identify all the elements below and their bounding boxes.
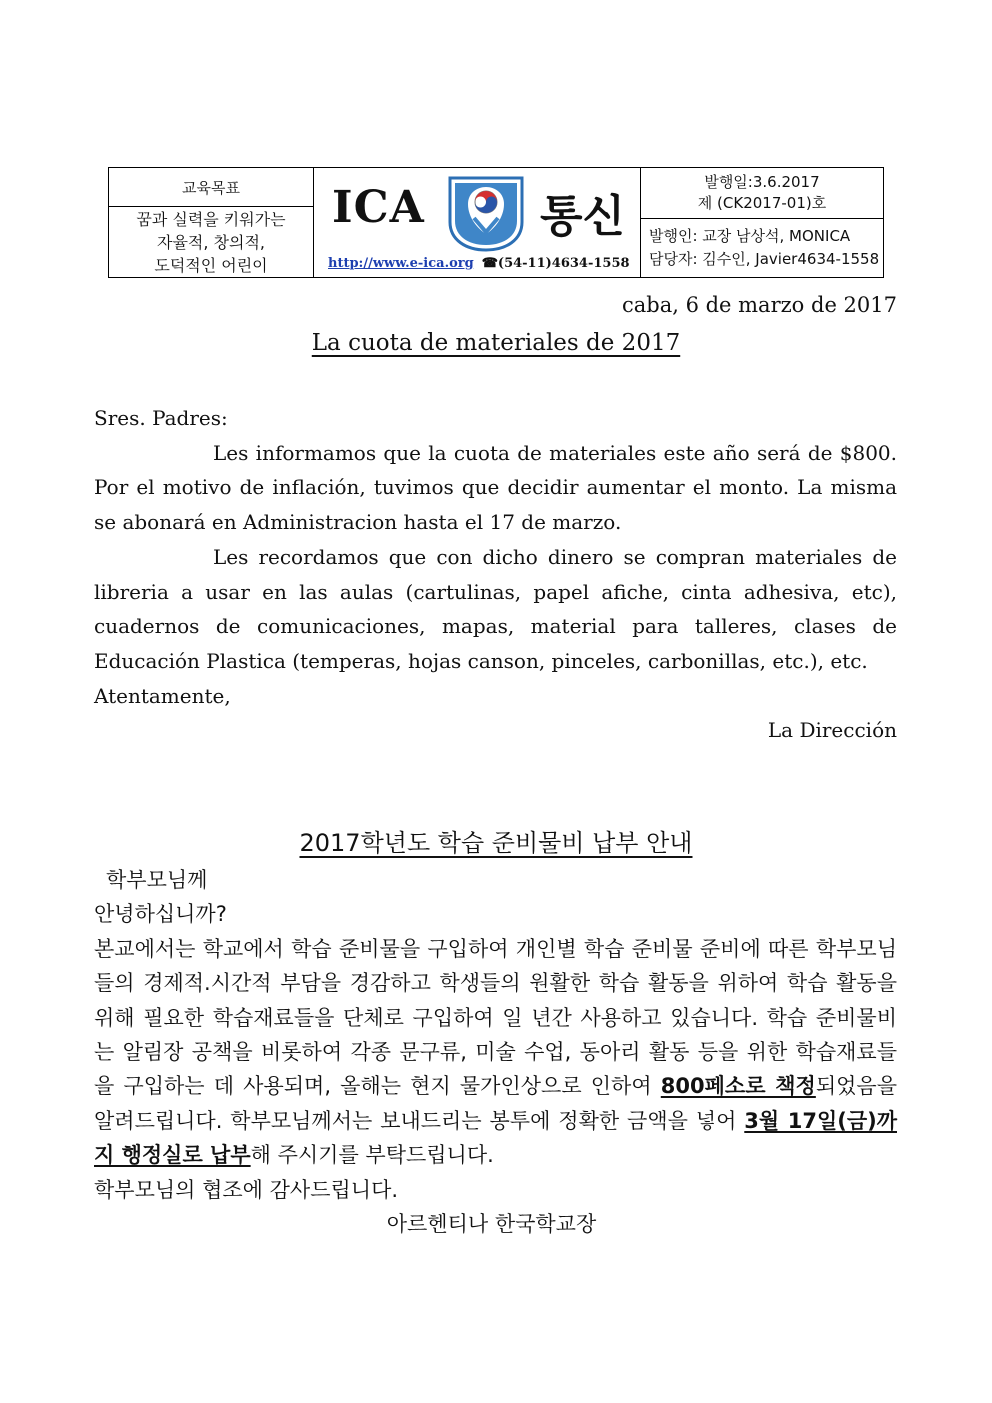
website-link[interactable]: http://www.e-ica.org	[328, 256, 474, 271]
staff-info	[641, 219, 883, 277]
contact-line	[328, 256, 630, 271]
signature: La Dirección	[767, 718, 897, 743]
closing: Atentamente,	[94, 683, 231, 708]
newsletter-header	[108, 167, 884, 278]
korean-greeting: 안녕하십니까?	[94, 902, 227, 927]
korean-title: 2017학년도 학습 준비물비 납부 안내	[299, 829, 693, 857]
issue-number: 제 (CK2017-01)호	[697, 194, 827, 212]
goal-text	[109, 207, 313, 277]
contact-person: 담당자: 김수인, Javier4634-1558	[649, 250, 880, 268]
goal-line: 도덕적인 어린이	[154, 255, 268, 275]
brand-cell	[314, 168, 641, 277]
issue-meta	[641, 168, 883, 219]
school-logo-icon	[444, 174, 528, 254]
salutation: Sres. Padres:	[94, 406, 228, 430]
issue-date: 발행일:3.6.2017	[704, 173, 820, 191]
goal-line: 자율적, 창의적,	[157, 232, 265, 252]
korean-paragraph	[94, 932, 897, 1173]
newsletter-word: 통신	[540, 191, 626, 242]
brand-name: ICA	[332, 182, 425, 233]
principal-signature: 아르헨티나 한국학교장	[386, 1212, 597, 1237]
korean-letter	[94, 863, 897, 1241]
spanish-paragraph: Les recordamos que con dicho dinero se compran materiales de libreria a usar en las aulas (cartulinas, papel afiche, cinta adhesiva, etc), cuadernos de comunicaciones, mapas, material para talleres, clases de Educación Plastica (temperas, hojas canson, pinceles, carbonillas, etc.), etc.	[94, 544, 897, 673]
body-text: 해 주시기를 부탁드립니다.	[250, 1143, 494, 1168]
publisher: 발행인: 교장 남상석, MONICA	[649, 227, 851, 245]
korean-thanks: 학부모님의 협조에 감사드립니다.	[94, 1177, 399, 1202]
issue-info-cell	[641, 168, 883, 277]
deadline-highlight: 3월 17일(금)까지 행정실로 납부	[94, 1108, 897, 1168]
korean-greeting: 학부모님께	[106, 868, 208, 892]
body-text: 본교에서는 학교에서 학습 준비물을 구입하여 개인별 학습 준비물 준비에 따른 학부모님들의 경제적.시간적 부담을 경감하고 학생들의 원활한 학습 활동을 위하여 학습 활동을 위해 필요한 학습재료들을 단체로 구입하여 일 년간 사용하고 있습니다. 학습 준비물비는 알림장 공책을 비롯하여 각종 문구류, 미술 수업, 동아리 활동 등을 위한 학습재료들을 구입하는 데 사용되며, 올해는 현지 물가인상으로 인하여	[94, 936, 897, 1099]
goal-line: 꿈과 실력을 키워가는	[136, 209, 286, 229]
phone-number: ☎(54-11)4634-1558	[481, 256, 630, 271]
body-text: 되었음을 알려드립니다. 학부모님께서는 보내드리는 봉투에 정확한 금액을 넣어	[94, 1074, 897, 1133]
goal-caption: 교육목표	[109, 168, 313, 207]
spanish-letter	[94, 401, 897, 748]
spanish-paragraph: Les informamos que la cuota de materiales este año será de $800. Por el motivo de inflación, tuvimos que decidir aumentar el monto. La misma se abonará en Administracion hasta el 17 de marzo.	[94, 440, 897, 535]
fee-amount-highlight: 800페소로 책정	[660, 1074, 816, 1099]
spanish-title: La cuota de materiales de 2017	[311, 330, 681, 356]
education-goal-cell	[109, 168, 314, 277]
letter-date: caba, 6 de marzo de 2017	[621, 293, 897, 317]
